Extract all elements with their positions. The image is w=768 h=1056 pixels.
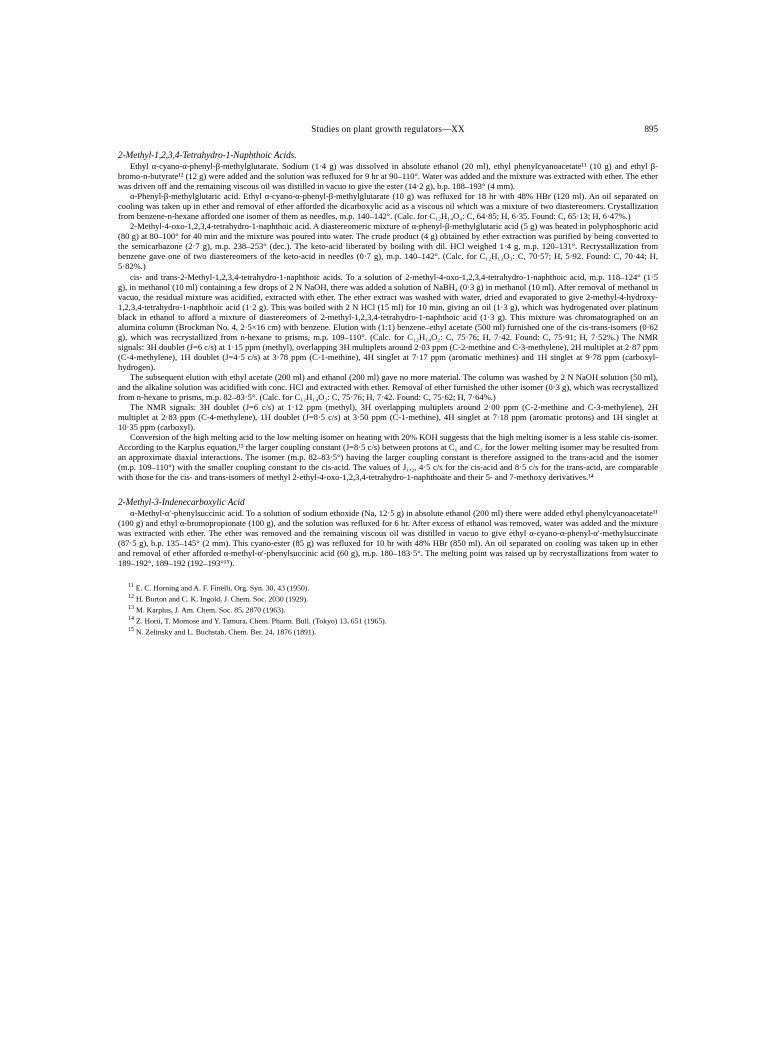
section-title-indenecarboxylic: 2-Methyl-3-Indenecarboxylic Acid xyxy=(118,496,245,507)
paragraph-glutaric-acid: α-Phenyl-β-methylglutaric acid. Ethyl α-cyano-α-phenyl-β-methylglutarate (10 g) was refluxed for 18 hr with 48% HBr (120 ml). An oil separated on cooling was taken up in ether and removal of ether afforded the dicarboxylic acid as a viscous oil which was a mixture of two diastereomers. Crystallization from benzene-n-hexane afforded one isomer of them as needles, m.p. 140–142°. (Calc. for C₁₂H₁₄O₄: C, 64·85; H, 6·35. Found: C, 65·13; H, 6·47%.) xyxy=(118,191,658,222)
section-title-tetrahydronaphthoic: 2-Methyl-1,2,3,4-Tetrahydro-1-Naphthoic Acids. xyxy=(118,150,297,160)
running-head xyxy=(118,124,658,140)
reference-item: $^{14}$ Z. Horii, T. Momose and Y. Tamura, Chem. Pharm. Bull. (Tokyo) 13, 651 (1965). xyxy=(128,616,387,626)
paragraph-conversion: Conversion of the high melting acid to the low melting isomer on heating with 20% KOH suggests that the high melting isomer is a less stable cis-isomer. According to the Karplus equation,¹³ the larger coupling constant (J=8·5 c/s) between protons at C₁ and C₂ for the lower melting isomer may be resulted from an approximate diaxial interactions. The isomer (m.p. 82–83·5°) having the larger coupling constant is therefore assigned to the trans-acid and the isomer (m.p. 109–110°) with the smaller coupling constant to the cis-acid. The values of J₁,₂, 4·5 c/s for the cis-acid and 8·5 c/s for the trans-acid, are comparable with those for the cis- and trans-isomers of methyl 2-ethyl-4-oxo-1,2,3,4-tetrahydro-1-naphthoate and their 5- and 7-methoxy derivatives.¹⁴ xyxy=(118,432,658,483)
article-page xyxy=(118,124,658,638)
footnote-references xyxy=(118,582,658,638)
paragraph-cis-trans-acids: cis- and trans-2-Methyl-1,2,3,4-tetrahydro-1-naphthoic acids. To a solution of 2-methyl-4-oxo-1,2,3,4-tetrahydro-1-naphthoic acid, m.p. 118–124° (1·5 g), in methanol (10 ml) containing a few drops of 2 N NaOH, there was added a solution of NaBH₄ (0·3 g) in methanol (10 ml). After removal of methanol in vacuo, the residual mixture was acidified, extracted with ether. The ether extract was washed with water, dried and evaporated to give 2-methyl-4-hydroxy-1,2,3,4-tetrahydro-1-naphthoic acid (1·2 g). This was boiled with 2 N HCl (15 ml) for 10 min, giving an oil (1·3 g), which was hydrogenated over platinum black in ethanol to afford a mixture of diastereomers of 2-methyl-1,2,3,4-tetrahydro-1-naphthoic acid (1·3 g). This mixture was chromatographed on an alumina column (Brockman No. 4, 2·5×16 cm) with benzene. Elution with (1:1) benzene–ethyl acetate (500 ml) furnished one of the cis-trans-isomers (0·62 g), which was recrystallized from n-hexane to prisms, m.p. 109–110°. (Calc. for C₁₂H₁₄O₂: C, 75·76; H, 7·42. Found: C, 75·91; H, 7·52%.) The NMR signals: 3H doublet (J=6 c/s) at 1·15 ppm (methyl), overlapping 3H multiplets around 2·03 ppm (C-2-methine and C-3-methylene), 2H multiplet at 2·87 ppm (C-4-methylene), 1H doublet (J=4·5 c/s) at 3·78 ppm (C-1-methine), 4H singlet at 7·17 ppm (aromatic methines) and 1H singlet at 9·78 ppm (carboxyl-hydrogen). xyxy=(118,271,658,372)
reference-item: $^{12}$ H. Burton and C. K. Ingold, J. Chem. Soc. 2030 (1929). xyxy=(128,593,309,604)
running-head-title: Studies on plant growth regulators—XX xyxy=(311,124,465,134)
reference-item: $^{15}$ N. Zelinsky and L. Buchstab, Chem. Ber. 24, 1876 (1891). xyxy=(128,627,317,637)
paragraph-keto-acid: 2-Methyl-4-oxo-1,2,3,4-tetrahydro-1-naphthoic acid. A diastereomeric mixture of α-phenyl-β-methylglutaric acid (5 g) was heated in polyphosphoric acid (80 g) at 80–100° for 40 min and the mixture was poured into water. The crude product (4 g) obtained by ether extraction was purified by being converted to the semicarbazone (2·7 g), m.p. 238–253° (dec.). The keto-acid liberated by boiling with dil. HCl weighed 1·4 g, m.p. 120–131°. Recrystallization from benzene gave one of two diastereomers of the keto-acid in needles (0·7 g), m.p. 140–142°. (Calc. for C₁₂H₁₂O₃: C, 70·57; H, 5·92. Found: C, 70·44; H, 5·82%.) xyxy=(118,221,658,272)
paragraph-succinic-acid: α-Methyl-α′-phenylsuccinic acid. To a solution of sodium ethoxide (Na, 12·5 g) in absolute ethanol (200 ml) there were added ethyl phenylcyanoacetate¹¹ (100 g) and ethyl α-bromopropionate (100 g), and the solution was refluxed for 6 hr. After excess of ethanol was removed, water was added and the mixture was extracted with ether. The ether was removed and the remaining viscous oil was distilled in vacuo to give ethyl α-cyano-α-phenyl-α′-methylsuccinate (87·5 g), b.p. 135–145° (2 mm). This cyano-ester (85 g) was refluxed for 10 hr with 48% HBr (850 ml). An oil separated on cooling was taken up in ether and removal of ether afforded α-methyl-α′-phenylsuccinic acid (60 g), m.p. 180–183·5°. The melting point was raised up by recrystallizations from water to 189–192°, 189–192 (192–193°¹⁵). xyxy=(118,507,658,568)
page-number: 895 xyxy=(644,124,658,134)
reference-item: $^{13}$ M. Karplus, J. Am. Chem. Soc. 85, 2870 (1963). xyxy=(128,605,286,615)
paragraph-methylglutarate: Ethyl α-cyano-α-phenyl-β-methylglutarate. Sodium (1·4 g) was dissolved in absolute ethanol (20 ml), ethyl phenylcyanoacetate¹¹ (10 g) and ethyl β-bromo-n-butyrate¹² (12 g) were added and the solution was refluxed for 9 hr at 90–110°. Water was added and the mixture was extracted with ether. The ether was driven off and the remaining viscous oil was distilled in vacuo to give the ester (14·2 g), b.p. 188–193° (4 mm). xyxy=(118,161,658,192)
paragraph-subsequent-elution: The subsequent elution with ethyl acetate (200 ml) and ethanol (200 ml) gave no more material. The column was washed by 2 N NaOH solution (50 ml), and the alkaline solution was acidified with conc. HCl and extracted with ether. Removal of ether furnished the other isomer (0·3 g), which was recrystallized from n-hexane to prisms, m.p. 82–83·5°. (Calc. for C₁₂H₁₄O₂: C, 75·76; H, 7·42. Found: C, 75·62; H, 7·64%.) xyxy=(118,371,658,403)
paragraph-nmr-signals: The NMR signals: 3H doublet (J=6 c/s) at 1·12 ppm (methyl), 3H overlapping multiplets around 2·00 ppm (C-2-methine and C-3-methylene), 2H multiplet at 2·83 ppm (C-4-methylene), 1H doublet (J=8·5 c/s) at 3·50 ppm (C-1-methine), 4H singlet at 7·18 ppm (aromatic protons) and 1H singlet at 10·35 ppm (carboxyl). xyxy=(118,402,658,433)
reference-item: $^{11}$ E. C. Horning and A. F. Finelli, Org. Syn. 30, 43 (1950). xyxy=(128,582,310,593)
